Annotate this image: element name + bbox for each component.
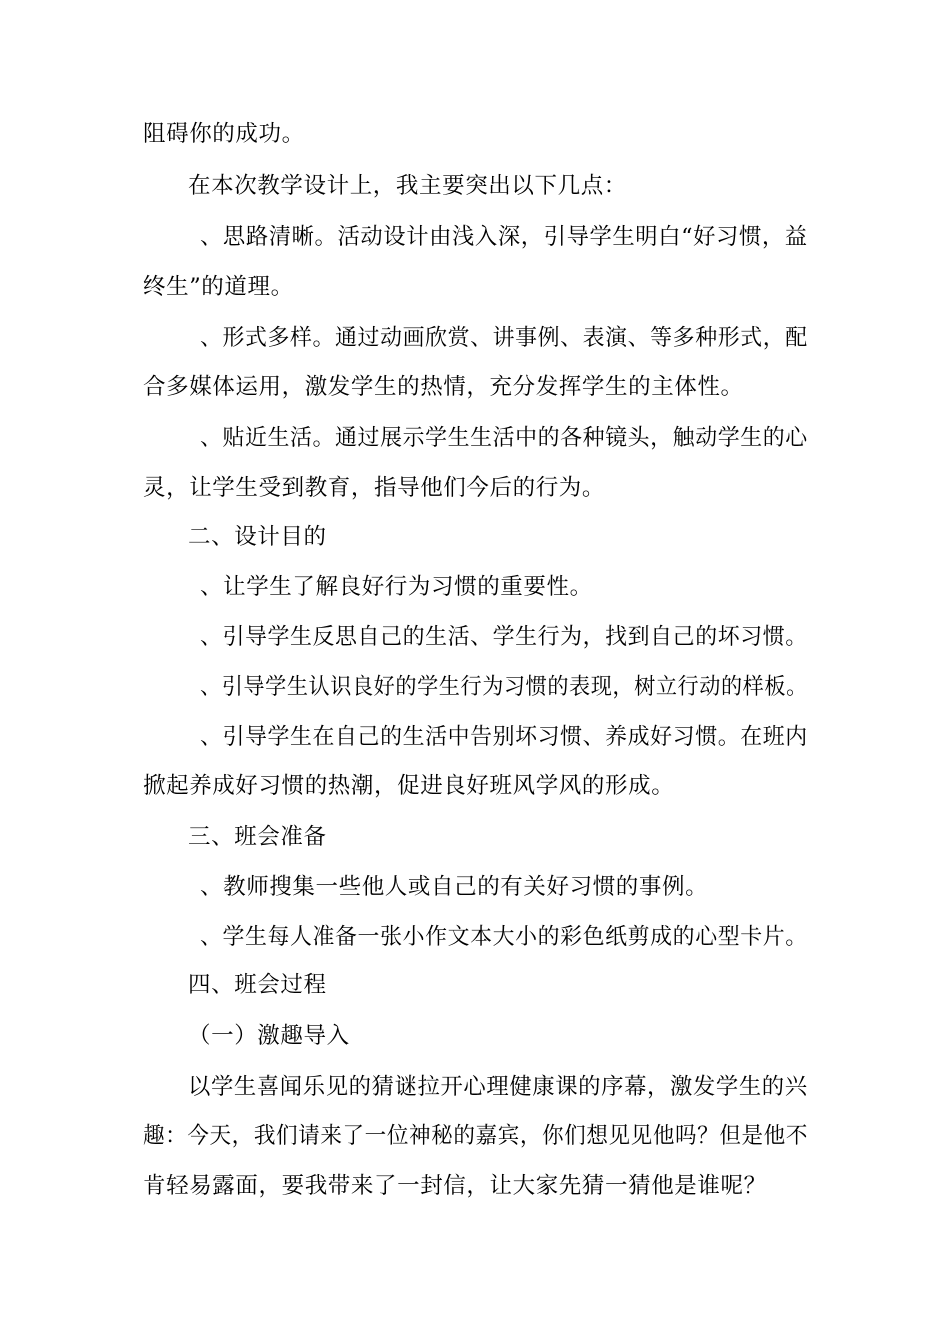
section-heading: 四、班会过程	[188, 972, 327, 998]
subsection-heading: （一）激趣导入	[188, 1023, 350, 1049]
paragraph-line: 合多媒体运用，激发学生的热情，充分发挥学生的主体性。	[143, 374, 744, 400]
paragraph-line: 在本次教学设计上，我主要突出以下几点：	[188, 173, 627, 199]
paragraph-line: 趣：今天，我们请来了一位神秘的嘉宾，你们想见见他吗？但是他不	[143, 1123, 809, 1149]
list-item-line: 、引导学生反思自己的生活、学生行为，找到自己的坏习惯。	[200, 624, 808, 650]
list-item-line: 、教师搜集一些他人或自己的有关好习惯的事例。	[200, 874, 709, 900]
list-item-line: 、思路清晰。活动设计由浅入深，引导学生明白“好习惯，益	[200, 224, 808, 250]
section-heading: 二、设计目的	[188, 524, 327, 550]
list-item-line: 、让学生了解良好行为习惯的重要性。	[200, 574, 593, 600]
list-item-line: 、贴近生活。通过展示学生生活中的各种镜头，触动学生的心	[200, 425, 808, 451]
list-item-line: 、引导学生认识良好的学生行为习惯的表现，树立行动的样板。	[200, 674, 808, 700]
list-item-line: 、形式多样。通过动画欣赏、讲事例、表演、等多种形式，配	[200, 325, 808, 351]
paragraph-line: 肯轻易露面，要我带来了一封信，让大家先猜一猜他是谁呢？	[143, 1173, 767, 1199]
paragraph-line: 掀起养成好习惯的热潮，促进良好班风学风的形成。	[143, 773, 675, 799]
paragraph-line: 终生”的道理。	[143, 274, 294, 300]
paragraph-line: 灵，让学生受到教育，指导他们今后的行为。	[143, 475, 606, 501]
paragraph-line: 以学生喜闻乐见的猜谜拉开心理健康课的序幕，激发学生的兴	[188, 1074, 808, 1100]
paragraph-line: 阻碍你的成功。	[143, 121, 305, 147]
list-item-line: 、学生每人准备一张小作文本大小的彩色纸剪成的心型卡片。	[200, 924, 808, 950]
list-item-line: 、引导学生在自己的生活中告别坏习惯、养成好习惯。在班内	[200, 724, 808, 750]
section-heading: 三、班会准备	[188, 824, 327, 850]
